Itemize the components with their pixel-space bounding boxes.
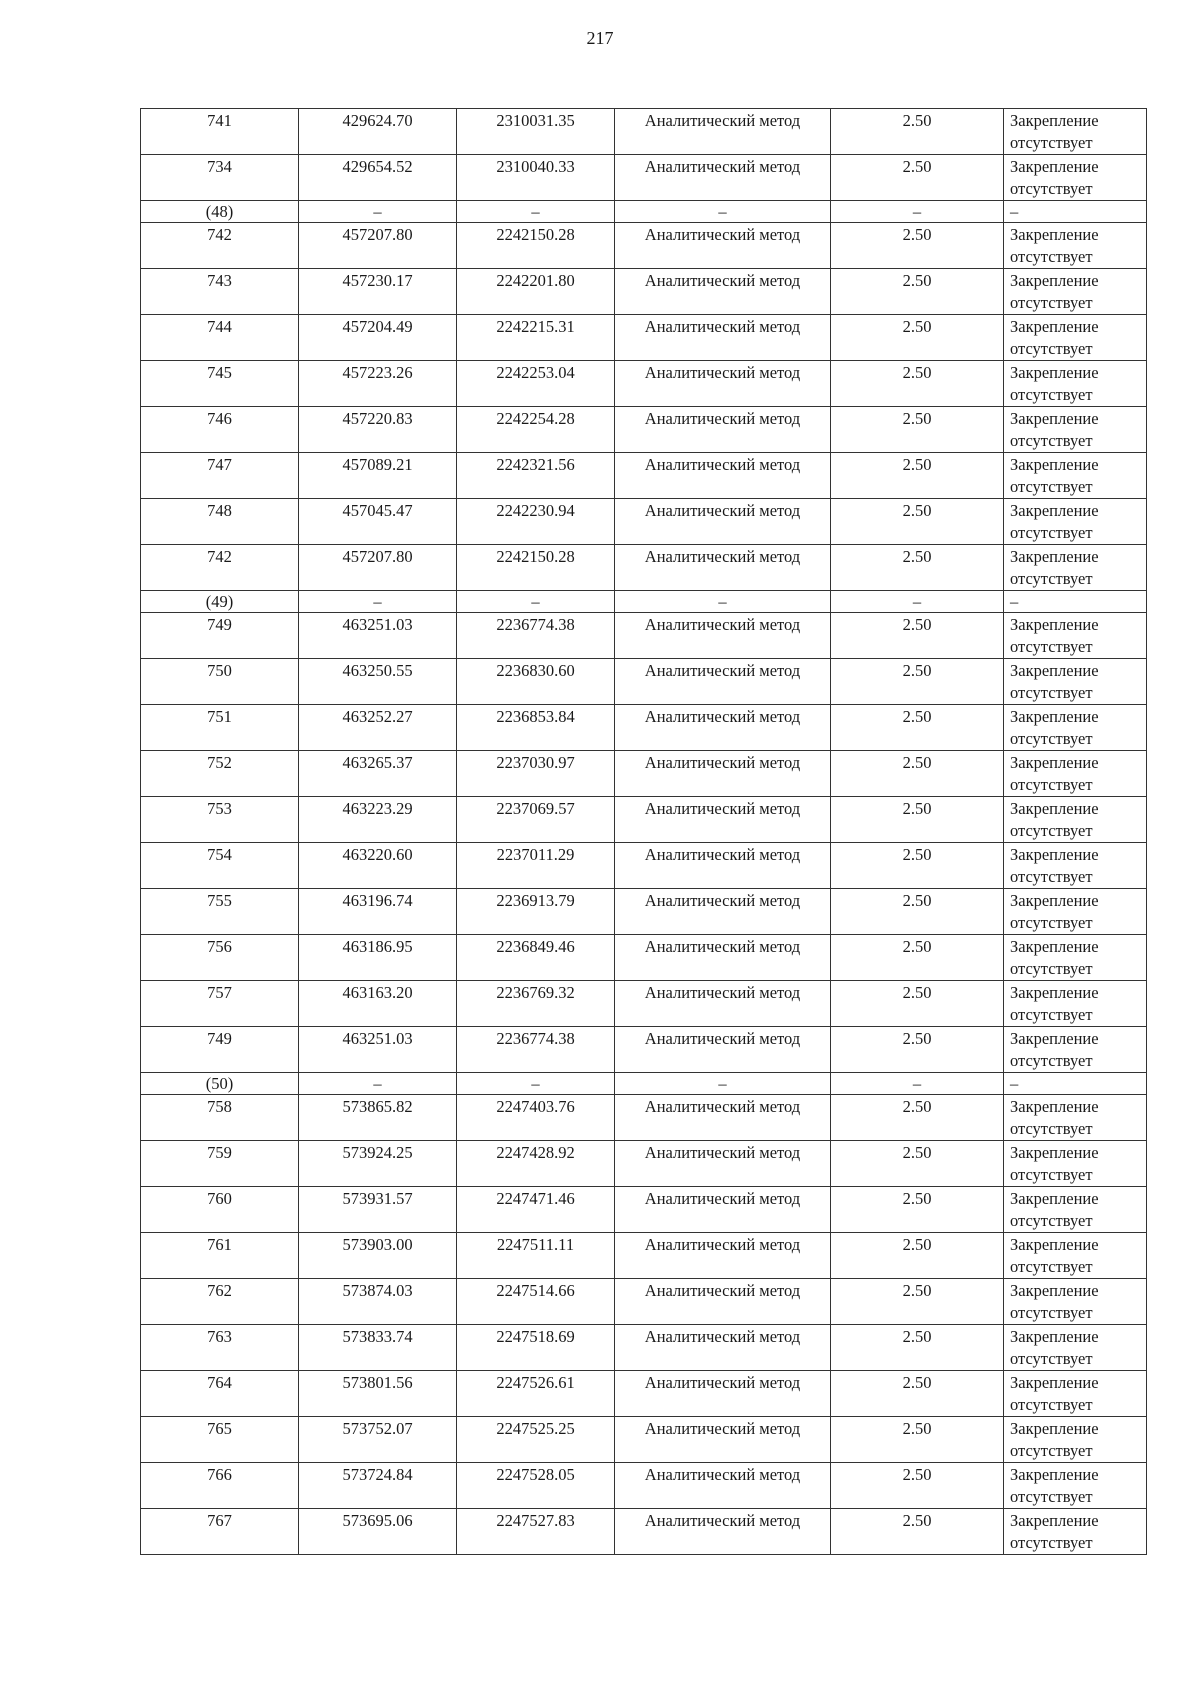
fixation-cell: Закрепление отсутствует bbox=[1004, 315, 1147, 361]
method-cell: Аналитический метод bbox=[615, 751, 831, 797]
x-coordinate-cell: – bbox=[299, 1073, 457, 1095]
accuracy-cell: 2.50 bbox=[831, 361, 1004, 407]
method-cell: Аналитический метод bbox=[615, 361, 831, 407]
x-coordinate-cell: 457207.80 bbox=[299, 223, 457, 269]
table-row bbox=[141, 1417, 1147, 1463]
table-row bbox=[141, 1279, 1147, 1325]
method-cell: Аналитический метод bbox=[615, 705, 831, 751]
x-coordinate-cell: 457223.26 bbox=[299, 361, 457, 407]
fixation-cell: Закрепление отсутствует bbox=[1004, 797, 1147, 843]
method-cell: Аналитический метод bbox=[615, 935, 831, 981]
y-coordinate-cell: – bbox=[457, 591, 615, 613]
table-row bbox=[141, 843, 1147, 889]
point-number-cell: 759 bbox=[141, 1141, 299, 1187]
table-row bbox=[141, 269, 1147, 315]
x-coordinate-cell: 463163.20 bbox=[299, 981, 457, 1027]
y-coordinate-cell: – bbox=[457, 1073, 615, 1095]
section-row bbox=[141, 591, 1147, 613]
fixation-cell: Закрепление отсутствует bbox=[1004, 545, 1147, 591]
accuracy-cell: 2.50 bbox=[831, 1141, 1004, 1187]
point-number-cell: 742 bbox=[141, 545, 299, 591]
method-cell: Аналитический метод bbox=[615, 889, 831, 935]
point-number-cell: 742 bbox=[141, 223, 299, 269]
y-coordinate-cell: 2242230.94 bbox=[457, 499, 615, 545]
accuracy-cell: 2.50 bbox=[831, 269, 1004, 315]
fixation-cell: Закрепление отсутствует bbox=[1004, 1279, 1147, 1325]
fixation-cell: Закрепление отсутствует bbox=[1004, 751, 1147, 797]
table-row bbox=[141, 981, 1147, 1027]
method-cell: Аналитический метод bbox=[615, 1509, 831, 1555]
section-row bbox=[141, 1073, 1147, 1095]
point-number-cell: 750 bbox=[141, 659, 299, 705]
method-cell: Аналитический метод bbox=[615, 269, 831, 315]
table-row bbox=[141, 109, 1147, 155]
method-cell: Аналитический метод bbox=[615, 1027, 831, 1073]
fixation-cell: – bbox=[1004, 201, 1147, 223]
method-cell: Аналитический метод bbox=[615, 613, 831, 659]
method-cell: Аналитический метод bbox=[615, 109, 831, 155]
coordinates-table bbox=[140, 108, 1147, 1555]
point-number-cell: 755 bbox=[141, 889, 299, 935]
y-coordinate-cell: 2242253.04 bbox=[457, 361, 615, 407]
accuracy-cell: 2.50 bbox=[831, 1187, 1004, 1233]
y-coordinate-cell: 2242321.56 bbox=[457, 453, 615, 499]
method-cell: Аналитический метод bbox=[615, 1233, 831, 1279]
x-coordinate-cell: 457045.47 bbox=[299, 499, 457, 545]
point-number-cell: 762 bbox=[141, 1279, 299, 1325]
x-coordinate-cell: – bbox=[299, 591, 457, 613]
fixation-cell: Закрепление отсутствует bbox=[1004, 499, 1147, 545]
y-coordinate-cell: 2236830.60 bbox=[457, 659, 615, 705]
table-row bbox=[141, 1141, 1147, 1187]
point-number-cell: 753 bbox=[141, 797, 299, 843]
method-cell: – bbox=[615, 1073, 831, 1095]
y-coordinate-cell: 2242215.31 bbox=[457, 315, 615, 361]
table-row bbox=[141, 499, 1147, 545]
point-number-cell: 761 bbox=[141, 1233, 299, 1279]
table-row bbox=[141, 1027, 1147, 1073]
x-coordinate-cell: 573931.57 bbox=[299, 1187, 457, 1233]
method-cell: Аналитический метод bbox=[615, 545, 831, 591]
x-coordinate-cell: 463223.29 bbox=[299, 797, 457, 843]
y-coordinate-cell: 2242254.28 bbox=[457, 407, 615, 453]
accuracy-cell: – bbox=[831, 591, 1004, 613]
x-coordinate-cell: 463250.55 bbox=[299, 659, 457, 705]
fixation-cell: Закрепление отсутствует bbox=[1004, 1095, 1147, 1141]
point-number-cell: 749 bbox=[141, 613, 299, 659]
accuracy-cell: 2.50 bbox=[831, 499, 1004, 545]
table-row bbox=[141, 545, 1147, 591]
point-number-cell: 743 bbox=[141, 269, 299, 315]
fixation-cell: Закрепление отсутствует bbox=[1004, 1463, 1147, 1509]
point-number-cell: 763 bbox=[141, 1325, 299, 1371]
fixation-cell: Закрепление отсутствует bbox=[1004, 613, 1147, 659]
accuracy-cell: 2.50 bbox=[831, 1371, 1004, 1417]
x-coordinate-cell: 573752.07 bbox=[299, 1417, 457, 1463]
x-coordinate-cell: 457220.83 bbox=[299, 407, 457, 453]
fixation-cell: Закрепление отсутствует bbox=[1004, 361, 1147, 407]
point-number-cell: 748 bbox=[141, 499, 299, 545]
section-row bbox=[141, 201, 1147, 223]
fixation-cell: Закрепление отсутствует bbox=[1004, 407, 1147, 453]
x-coordinate-cell: 463196.74 bbox=[299, 889, 457, 935]
table-row bbox=[141, 1095, 1147, 1141]
accuracy-cell: 2.50 bbox=[831, 1095, 1004, 1141]
x-coordinate-cell: 429624.70 bbox=[299, 109, 457, 155]
accuracy-cell: 2.50 bbox=[831, 223, 1004, 269]
coordinates-table-body bbox=[141, 109, 1147, 1555]
fixation-cell: Закрепление отсутствует bbox=[1004, 981, 1147, 1027]
point-number-cell: 741 bbox=[141, 109, 299, 155]
x-coordinate-cell: 573903.00 bbox=[299, 1233, 457, 1279]
accuracy-cell: 2.50 bbox=[831, 315, 1004, 361]
method-cell: Аналитический метод bbox=[615, 223, 831, 269]
fixation-cell: Закрепление отсутствует bbox=[1004, 1325, 1147, 1371]
accuracy-cell: 2.50 bbox=[831, 109, 1004, 155]
accuracy-cell: 2.50 bbox=[831, 889, 1004, 935]
method-cell: Аналитический метод bbox=[615, 1371, 831, 1417]
accuracy-cell: 2.50 bbox=[831, 613, 1004, 659]
fixation-cell: – bbox=[1004, 1073, 1147, 1095]
y-coordinate-cell: 2247471.46 bbox=[457, 1187, 615, 1233]
y-coordinate-cell: 2237030.97 bbox=[457, 751, 615, 797]
table-row bbox=[141, 1233, 1147, 1279]
fixation-cell: Закрепление отсутствует bbox=[1004, 1509, 1147, 1555]
y-coordinate-cell: 2242150.28 bbox=[457, 545, 615, 591]
y-coordinate-cell: – bbox=[457, 201, 615, 223]
accuracy-cell: 2.50 bbox=[831, 155, 1004, 201]
y-coordinate-cell: 2247428.92 bbox=[457, 1141, 615, 1187]
fixation-cell: Закрепление отсутствует bbox=[1004, 1187, 1147, 1233]
method-cell: – bbox=[615, 201, 831, 223]
x-coordinate-cell: 463252.27 bbox=[299, 705, 457, 751]
y-coordinate-cell: 2247518.69 bbox=[457, 1325, 615, 1371]
y-coordinate-cell: 2247527.83 bbox=[457, 1509, 615, 1555]
point-number-cell: 764 bbox=[141, 1371, 299, 1417]
fixation-cell: Закрепление отсутствует bbox=[1004, 1027, 1147, 1073]
table-row bbox=[141, 1509, 1147, 1555]
y-coordinate-cell: 2242150.28 bbox=[457, 223, 615, 269]
table-row bbox=[141, 935, 1147, 981]
point-number-cell: 766 bbox=[141, 1463, 299, 1509]
x-coordinate-cell: 457207.80 bbox=[299, 545, 457, 591]
table-row bbox=[141, 155, 1147, 201]
accuracy-cell: 2.50 bbox=[831, 659, 1004, 705]
y-coordinate-cell: 2236853.84 bbox=[457, 705, 615, 751]
x-coordinate-cell: 573924.25 bbox=[299, 1141, 457, 1187]
y-coordinate-cell: 2237069.57 bbox=[457, 797, 615, 843]
y-coordinate-cell: 2310040.33 bbox=[457, 155, 615, 201]
fixation-cell: Закрепление отсутствует bbox=[1004, 155, 1147, 201]
accuracy-cell: – bbox=[831, 201, 1004, 223]
x-coordinate-cell: 573865.82 bbox=[299, 1095, 457, 1141]
y-coordinate-cell: 2310031.35 bbox=[457, 109, 615, 155]
accuracy-cell: 2.50 bbox=[831, 1325, 1004, 1371]
x-coordinate-cell: 573874.03 bbox=[299, 1279, 457, 1325]
table-row bbox=[141, 751, 1147, 797]
method-cell: Аналитический метод bbox=[615, 1141, 831, 1187]
y-coordinate-cell: 2236769.32 bbox=[457, 981, 615, 1027]
method-cell: Аналитический метод bbox=[615, 1325, 831, 1371]
x-coordinate-cell: – bbox=[299, 201, 457, 223]
method-cell: Аналитический метод bbox=[615, 981, 831, 1027]
accuracy-cell: 2.50 bbox=[831, 453, 1004, 499]
accuracy-cell: 2.50 bbox=[831, 705, 1004, 751]
y-coordinate-cell: 2236774.38 bbox=[457, 613, 615, 659]
fixation-cell: Закрепление отсутствует bbox=[1004, 223, 1147, 269]
y-coordinate-cell: 2237011.29 bbox=[457, 843, 615, 889]
table-row bbox=[141, 223, 1147, 269]
table-row bbox=[141, 1371, 1147, 1417]
point-number-cell: 765 bbox=[141, 1417, 299, 1463]
point-number-cell: 744 bbox=[141, 315, 299, 361]
accuracy-cell: 2.50 bbox=[831, 407, 1004, 453]
fixation-cell: Закрепление отсутствует bbox=[1004, 1417, 1147, 1463]
table-row bbox=[141, 1187, 1147, 1233]
x-coordinate-cell: 463251.03 bbox=[299, 613, 457, 659]
fixation-cell: Закрепление отсутствует bbox=[1004, 889, 1147, 935]
fixation-cell: Закрепление отсутствует bbox=[1004, 1371, 1147, 1417]
y-coordinate-cell: 2236849.46 bbox=[457, 935, 615, 981]
point-number-cell: 760 bbox=[141, 1187, 299, 1233]
point-number-cell: 746 bbox=[141, 407, 299, 453]
accuracy-cell: 2.50 bbox=[831, 1027, 1004, 1073]
accuracy-cell: – bbox=[831, 1073, 1004, 1095]
table-row bbox=[141, 705, 1147, 751]
y-coordinate-cell: 2247511.11 bbox=[457, 1233, 615, 1279]
x-coordinate-cell: 463265.37 bbox=[299, 751, 457, 797]
method-cell: Аналитический метод bbox=[615, 843, 831, 889]
page-number: 217 bbox=[586, 28, 614, 48]
accuracy-cell: 2.50 bbox=[831, 1509, 1004, 1555]
point-number-cell: 751 bbox=[141, 705, 299, 751]
x-coordinate-cell: 457204.49 bbox=[299, 315, 457, 361]
point-number-cell: 756 bbox=[141, 935, 299, 981]
method-cell: Аналитический метод bbox=[615, 1279, 831, 1325]
x-coordinate-cell: 463186.95 bbox=[299, 935, 457, 981]
method-cell: Аналитический метод bbox=[615, 453, 831, 499]
method-cell: Аналитический метод bbox=[615, 499, 831, 545]
y-coordinate-cell: 2242201.80 bbox=[457, 269, 615, 315]
method-cell: Аналитический метод bbox=[615, 1417, 831, 1463]
method-cell: Аналитический метод bbox=[615, 1095, 831, 1141]
fixation-cell: Закрепление отсутствует bbox=[1004, 269, 1147, 315]
x-coordinate-cell: 573801.56 bbox=[299, 1371, 457, 1417]
y-coordinate-cell: 2247528.05 bbox=[457, 1463, 615, 1509]
y-coordinate-cell: 2247525.25 bbox=[457, 1417, 615, 1463]
method-cell: Аналитический метод bbox=[615, 1463, 831, 1509]
table-row bbox=[141, 889, 1147, 935]
accuracy-cell: 2.50 bbox=[831, 1233, 1004, 1279]
point-number-cell: 747 bbox=[141, 453, 299, 499]
point-number-cell: 757 bbox=[141, 981, 299, 1027]
table-row bbox=[141, 315, 1147, 361]
table-row bbox=[141, 797, 1147, 843]
point-number-cell: 754 bbox=[141, 843, 299, 889]
table-row bbox=[141, 453, 1147, 499]
method-cell: Аналитический метод bbox=[615, 155, 831, 201]
fixation-cell: Закрепление отсутствует bbox=[1004, 453, 1147, 499]
fixation-cell: Закрепление отсутствует bbox=[1004, 705, 1147, 751]
accuracy-cell: 2.50 bbox=[831, 751, 1004, 797]
table-row bbox=[141, 613, 1147, 659]
accuracy-cell: 2.50 bbox=[831, 981, 1004, 1027]
point-number-cell: 749 bbox=[141, 1027, 299, 1073]
x-coordinate-cell: 429654.52 bbox=[299, 155, 457, 201]
fixation-cell: Закрепление отсутствует bbox=[1004, 935, 1147, 981]
point-number-cell: 745 bbox=[141, 361, 299, 407]
fixation-cell: – bbox=[1004, 591, 1147, 613]
x-coordinate-cell: 463251.03 bbox=[299, 1027, 457, 1073]
table-row bbox=[141, 407, 1147, 453]
accuracy-cell: 2.50 bbox=[831, 545, 1004, 591]
y-coordinate-cell: 2247514.66 bbox=[457, 1279, 615, 1325]
fixation-cell: Закрепление отсутствует bbox=[1004, 109, 1147, 155]
accuracy-cell: 2.50 bbox=[831, 1417, 1004, 1463]
y-coordinate-cell: 2247403.76 bbox=[457, 1095, 615, 1141]
y-coordinate-cell: 2236913.79 bbox=[457, 889, 615, 935]
accuracy-cell: 2.50 bbox=[831, 1463, 1004, 1509]
y-coordinate-cell: 2247526.61 bbox=[457, 1371, 615, 1417]
x-coordinate-cell: 457230.17 bbox=[299, 269, 457, 315]
accuracy-cell: 2.50 bbox=[831, 935, 1004, 981]
method-cell: Аналитический метод bbox=[615, 797, 831, 843]
point-number-cell: 752 bbox=[141, 751, 299, 797]
x-coordinate-cell: 463220.60 bbox=[299, 843, 457, 889]
method-cell: – bbox=[615, 591, 831, 613]
x-coordinate-cell: 573695.06 bbox=[299, 1509, 457, 1555]
point-number-cell: 758 bbox=[141, 1095, 299, 1141]
point-number-cell: (48) bbox=[141, 201, 299, 223]
x-coordinate-cell: 573833.74 bbox=[299, 1325, 457, 1371]
point-number-cell: (49) bbox=[141, 591, 299, 613]
accuracy-cell: 2.50 bbox=[831, 797, 1004, 843]
method-cell: Аналитический метод bbox=[615, 407, 831, 453]
fixation-cell: Закрепление отсутствует bbox=[1004, 1233, 1147, 1279]
point-number-cell: 767 bbox=[141, 1509, 299, 1555]
table-row bbox=[141, 1463, 1147, 1509]
fixation-cell: Закрепление отсутствует bbox=[1004, 1141, 1147, 1187]
accuracy-cell: 2.50 bbox=[831, 843, 1004, 889]
table-row bbox=[141, 1325, 1147, 1371]
fixation-cell: Закрепление отсутствует bbox=[1004, 843, 1147, 889]
point-number-cell: (50) bbox=[141, 1073, 299, 1095]
method-cell: Аналитический метод bbox=[615, 315, 831, 361]
table-row bbox=[141, 659, 1147, 705]
accuracy-cell: 2.50 bbox=[831, 1279, 1004, 1325]
method-cell: Аналитический метод bbox=[615, 1187, 831, 1233]
point-number-cell: 734 bbox=[141, 155, 299, 201]
method-cell: Аналитический метод bbox=[615, 659, 831, 705]
y-coordinate-cell: 2236774.38 bbox=[457, 1027, 615, 1073]
x-coordinate-cell: 457089.21 bbox=[299, 453, 457, 499]
x-coordinate-cell: 573724.84 bbox=[299, 1463, 457, 1509]
table-row bbox=[141, 361, 1147, 407]
fixation-cell: Закрепление отсутствует bbox=[1004, 659, 1147, 705]
